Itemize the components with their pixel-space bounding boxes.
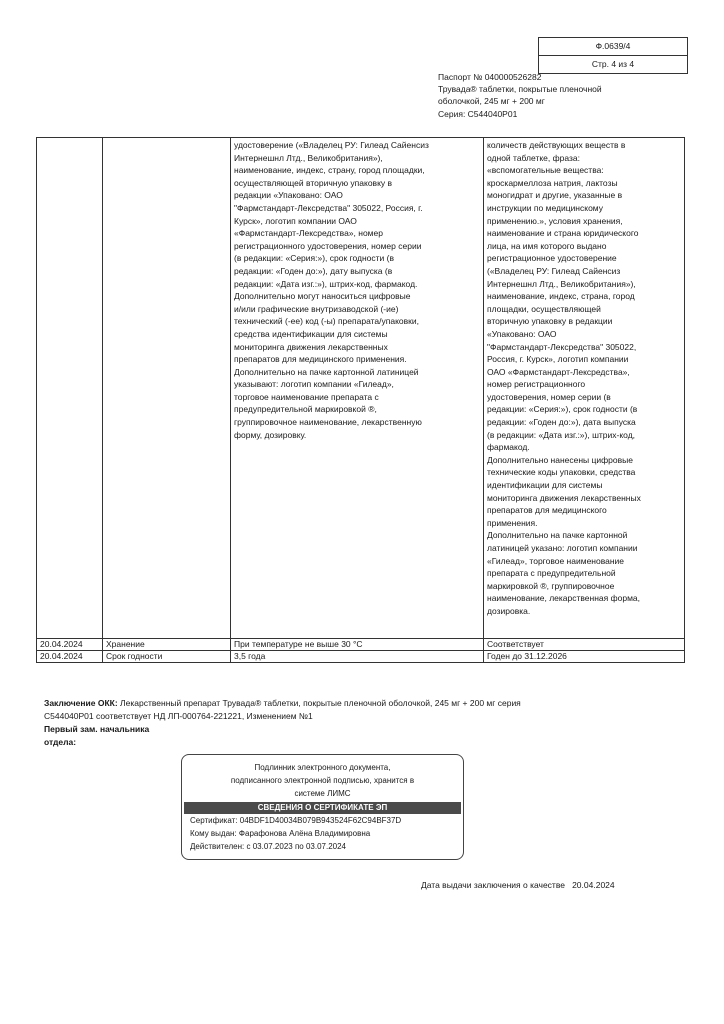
cell-date: 20.04.2024 (37, 639, 103, 651)
product-name-line2: оболочкой, 245 мг + 200 мг (438, 96, 545, 107)
cell-date (37, 138, 103, 639)
cell-indicator: Хранение (103, 639, 231, 651)
passport-header (438, 71, 698, 120)
passport-number: Паспорт № 040000526282 (438, 72, 542, 82)
cell-result: количеств действующих веществ в одной таблетке, фраза: «вспомогательные вещества: кроскармеллоза натрия, лактозы моногидрат и другие, указанные в инструкции по медицинскому применению.», условия хранения, наименование и страна юридического лица, на имя которого выдано регистрационное удостоверение («Владелец РУ: Гилеад Сайенсиз Интернешнл Лтд., Великобритания»), наименование, индекс, страна, город площадки, осуществляющей вторичную упаковку в редакции «Упаковано: ОАО "Фармстандарт-Лексредства" 305022, Россия, г. Курск», логотип компании ОАО «Фармстандарт-Лексредства», номер регистрационного удостоверения, номер серии (в редакции: «Серия:»), срок годности (в редакции: «Годен до:»), дата выпуска (в редакции: «Дата изг.:»), штрих-код, фармакод. Дополнительно нанесены цифровые технические коды упаковки, средства идентификации для системы мониторинга движения лекарственных препаратов для медицинского применения. Дополнительно на пачке картонной латиницей указано: логотип компании «Гилеад», торговое наименование препарата с предупредительной маркировкой ®, группировочное наименование, лекарственная форма, дозировка. (484, 138, 685, 639)
electronic-signature-stamp (181, 754, 464, 860)
certificate-header: СВЕДЕНИЯ О СЕРТИФИКАТЕ ЭП (184, 802, 461, 814)
quality-table (36, 137, 685, 663)
cell-indicator (103, 138, 231, 639)
issued-to-label: Кому выдан: (190, 829, 237, 838)
conclusion-block (44, 697, 644, 749)
signer-title: Первый зам. начальника (44, 724, 150, 734)
issued-to-value: Фарафонова Алёна Владимировна (238, 829, 371, 838)
validity-value: с 03.07.2023 по 03.07.2024 (246, 842, 346, 851)
form-code-box (538, 37, 688, 74)
conclusion-text: Лекарственный препарат Трувада® таблетки, покрытые пленочной оболочкой, 245 мг + 200 мг серия (117, 698, 521, 708)
cell-indicator: Срок годности (103, 651, 231, 663)
certificate-value: 04BDF1D40034B079B943524F62C94BF37D (239, 816, 402, 825)
issue-date (421, 880, 615, 890)
cell-result: Годен до 31.12.2026 (484, 651, 685, 663)
cell-requirement: При температуре не выше 30 °C (231, 639, 484, 651)
certificate-row (182, 814, 463, 827)
product-name-line1: Трувада® таблетки, покрытые пленочной (438, 84, 602, 95)
form-code: Ф.0639/4 (595, 41, 631, 51)
page-number: Стр. 4 из 4 (539, 55, 687, 73)
certificate-label: Сертификат: (190, 816, 238, 825)
issued-to-row (182, 827, 463, 840)
cell-date: 20.04.2024 (37, 651, 103, 663)
conclusion-text-line2: C544040P01 соответствует НД ЛП-000764-221221, Изменением №1 (44, 711, 313, 721)
issue-date-value: 20.04.2024 (572, 880, 615, 890)
signer-department: отдела: (44, 737, 77, 747)
table-row-shelf-life (37, 651, 685, 663)
table-row-labeling (37, 138, 685, 639)
table-row-storage (37, 639, 685, 651)
cell-result: Соответствует (484, 639, 685, 651)
conclusion-label: Заключение ОКК: (44, 698, 118, 708)
batch-number: Серия: C544040P01 (438, 108, 518, 119)
cell-requirement: удостоверение («Владелец РУ: Гилеад Сайенсиз Интернешнл Лтд., Великобритания»), наименование, индекс, страну, город площадки, осуществляющей вторичную упаковку в редакции «Упаковано: ОАО "Фармстандарт-Лексредства" 305022, Россия, г. Курск», логотип компании ОАО «Фармстандарт-Лексредства», номер регистрационного удостоверения, номер серии (в редакции: «Серия:»), срок годности (в редакции: «Годен до:»), дату выпуска (в редакции: «Дата изг.:»), штрих-код, фармакод. Дополнительно могут наноситься цифровые и/или графические внутризаводской (-ие) технический (-ее) код (-ы) препарата/упаковки, средства идентификации для системы мониторинга движения лекарственных препаратов для медицинского применения. Дополнительно на пачке картонной латиницей указывают: логотип компании «Гилеад», торговое наименование препарата с предупредительной маркировкой ®, группировочное наименование, лекарственную форму, дозировку. (231, 138, 484, 639)
cell-requirement: 3,5 года (231, 651, 484, 663)
validity-label: Действителен: (190, 842, 245, 851)
validity-row (182, 840, 463, 853)
issue-date-label: Дата выдачи заключения о качестве (421, 880, 565, 890)
signature-original-note: Подлинник электронного документа, подписанного электронной подписью, хранится в системе ЛИМС (230, 763, 415, 798)
